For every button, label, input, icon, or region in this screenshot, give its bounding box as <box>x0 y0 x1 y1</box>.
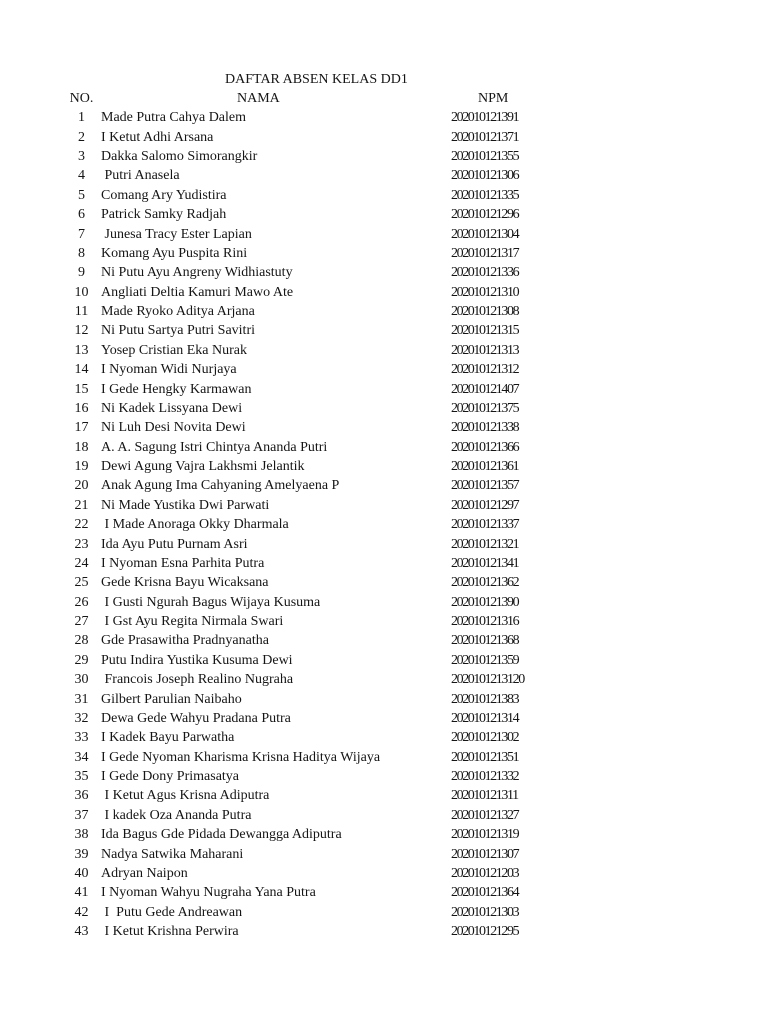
row-number: 20 <box>74 478 89 494</box>
table-row <box>0 263 768 282</box>
student-npm: 202010121297 <box>451 497 519 513</box>
row-number: 18 <box>74 439 89 455</box>
student-npm: 202010121407 <box>451 381 519 397</box>
row-number: 23 <box>74 536 89 552</box>
table-row <box>0 186 768 205</box>
student-npm: 202010121317 <box>451 245 519 261</box>
table-row <box>0 806 768 825</box>
row-number: 6 <box>78 207 85 223</box>
student-name: Nadya Satwika Maharani <box>101 846 244 862</box>
row-number: 2 <box>78 129 85 145</box>
student-npm: 202010121313 <box>451 342 519 358</box>
table-row <box>0 166 768 185</box>
row-number: 35 <box>74 769 89 785</box>
row-number: 5 <box>78 187 85 203</box>
table-row <box>0 883 768 902</box>
student-npm: 202010121371 <box>451 129 519 145</box>
document-title-row <box>0 70 768 89</box>
student-npm: 202010121351 <box>451 749 519 765</box>
row-number: 4 <box>78 168 85 184</box>
student-npm: 202010121368 <box>451 633 519 649</box>
row-number: 29 <box>74 652 89 668</box>
attendance-table <box>0 70 768 942</box>
student-name: Junesa Tracy Ester Lapian <box>101 226 252 242</box>
student-npm: 202010121357 <box>451 478 519 494</box>
student-name: Angliati Deltia Kamuri Mawo Ate <box>101 284 294 300</box>
student-npm: 202010121302 <box>451 730 519 746</box>
student-name: I Putu Gede Andreawan <box>101 904 243 920</box>
table-row <box>0 903 768 922</box>
row-number: 39 <box>74 846 89 862</box>
student-name: I Ketut Agus Krisna Adiputra <box>101 788 270 804</box>
student-name: I Gede Hengky Karmawan <box>101 381 252 397</box>
student-name: Made Putra Cahya Dalem <box>101 110 247 126</box>
student-name: Yosep Cristian Eka Nurak <box>101 342 247 358</box>
student-npm: 202010121336 <box>451 265 519 281</box>
table-row <box>0 573 768 592</box>
header-no: NO. <box>69 90 94 106</box>
table-row <box>0 670 768 689</box>
student-npm: 202010121295 <box>451 924 519 940</box>
student-npm: 202010121308 <box>451 304 519 320</box>
student-name: Ni Putu Sartya Putri Savitri <box>101 323 255 339</box>
row-number: 37 <box>74 807 89 823</box>
student-name: I Nyoman Wahyu Nugraha Yana Putra <box>101 885 316 901</box>
student-npm: 202010121359 <box>451 652 519 668</box>
student-name: I kadek Oza Ananda Putra <box>101 807 252 823</box>
student-name: Ni Luh Desi Novita Dewi <box>101 420 246 436</box>
student-npm: 202010121296 <box>451 207 519 223</box>
student-name: I Gusti Ngurah Bagus Wijaya Kusuma <box>101 594 321 610</box>
student-name: I Kadek Bayu Parwatha <box>101 730 235 746</box>
student-name: Gede Krisna Bayu Wicaksana <box>101 575 269 591</box>
row-number: 30 <box>74 672 89 688</box>
row-number: 19 <box>74 459 89 475</box>
table-row <box>0 554 768 573</box>
student-npm: 202010121316 <box>451 614 519 630</box>
student-npm: 202010121332 <box>451 769 519 785</box>
student-name: Comang Ary Yudistira <box>101 187 227 203</box>
student-npm: 202010121366 <box>451 439 519 455</box>
header-name: NAMA <box>237 90 280 106</box>
student-npm: 202010121338 <box>451 420 519 436</box>
table-row <box>0 360 768 379</box>
table-header-row <box>0 89 768 108</box>
row-number: 38 <box>74 827 89 843</box>
student-npm: 202010121312 <box>451 362 519 378</box>
student-npm: 202010121314 <box>451 710 519 726</box>
student-npm: 202010121321 <box>451 536 519 552</box>
student-npm: 202010121304 <box>451 226 519 242</box>
student-name: Adryan Naipon <box>101 865 188 881</box>
table-row <box>0 728 768 747</box>
student-name: Putri Anasela <box>101 168 180 184</box>
table-row <box>0 128 768 147</box>
table-row <box>0 321 768 340</box>
row-number: 14 <box>74 362 89 378</box>
student-name: Made Ryoko Aditya Arjana <box>101 304 255 320</box>
row-number: 24 <box>74 555 89 571</box>
row-number: 11 <box>74 304 89 320</box>
table-row <box>0 205 768 224</box>
student-npm: 202010121311 <box>451 788 518 804</box>
student-npm: 202010121390 <box>451 594 519 610</box>
student-npm: 202010121303 <box>451 904 519 920</box>
student-name: Ida Ayu Putu Purnam Asri <box>101 536 248 552</box>
table-row <box>0 380 768 399</box>
student-name: Francois Joseph Realino Nugraha <box>101 672 294 688</box>
table-row <box>0 845 768 864</box>
table-row <box>0 767 768 786</box>
student-npm: 202010121361 <box>451 459 519 475</box>
row-number: 9 <box>78 265 85 281</box>
student-npm: 202010121307 <box>451 846 519 862</box>
student-name: Ni Kadek Lissyana Dewi <box>101 400 243 416</box>
student-name: I Ketut Adhi Arsana <box>101 129 214 145</box>
table-row <box>0 864 768 883</box>
row-number: 22 <box>74 517 89 533</box>
table-row <box>0 825 768 844</box>
table-row <box>0 476 768 495</box>
row-number: 12 <box>74 323 89 339</box>
table-row <box>0 147 768 166</box>
row-number: 31 <box>74 691 89 707</box>
table-row <box>0 457 768 476</box>
table-row <box>0 593 768 612</box>
row-number: 36 <box>74 788 89 804</box>
row-number: 3 <box>78 149 85 165</box>
table-row <box>0 283 768 302</box>
table-row <box>0 244 768 263</box>
table-row <box>0 748 768 767</box>
table-row <box>0 631 768 650</box>
table-row <box>0 399 768 418</box>
row-number: 17 <box>74 420 89 436</box>
row-number: 32 <box>74 710 89 726</box>
table-row <box>0 612 768 631</box>
table-row <box>0 786 768 805</box>
row-number: 42 <box>74 904 89 920</box>
row-number: 33 <box>74 730 89 746</box>
table-row <box>0 341 768 360</box>
student-npm: 202010121341 <box>451 555 519 571</box>
student-npm: 202010121335 <box>451 187 519 203</box>
table-row <box>0 438 768 457</box>
row-number: 34 <box>74 749 89 765</box>
row-number: 27 <box>74 614 89 630</box>
row-number: 7 <box>78 226 85 242</box>
header-npm: NPM <box>478 90 509 106</box>
document-title: DAFTAR ABSEN KELAS DD1 <box>225 71 408 87</box>
student-name: Dewa Gede Wahyu Pradana Putra <box>101 710 291 726</box>
student-name: I Gede Dony Primasatya <box>101 769 240 785</box>
table-row <box>0 690 768 709</box>
row-number: 15 <box>74 381 89 397</box>
student-name: Komang Ayu Puspita Rini <box>101 245 248 261</box>
student-name: Anak Agung Ima Cahyaning Amelyaena P <box>101 478 340 494</box>
student-npm: 202010121306 <box>451 168 519 184</box>
student-npm: 202010121337 <box>451 517 519 533</box>
student-npm: 202010121315 <box>451 323 519 339</box>
student-name: I Nyoman Esna Parhita Putra <box>101 555 265 571</box>
student-npm: 202010121362 <box>451 575 519 591</box>
student-name: Gde Prasawitha Pradnyanatha <box>101 633 269 649</box>
table-row <box>0 535 768 554</box>
student-name: I Made Anoraga Okky Dharmala <box>101 517 289 533</box>
student-npm: 202010121327 <box>451 807 519 823</box>
row-number: 40 <box>74 865 89 881</box>
table-row <box>0 302 768 321</box>
row-number: 41 <box>74 885 89 901</box>
student-npm: 202010121364 <box>451 885 519 901</box>
student-name: I Gst Ayu Regita Nirmala Swari <box>101 614 284 630</box>
row-number: 43 <box>74 924 89 940</box>
row-number: 25 <box>74 575 89 591</box>
table-row <box>0 108 768 127</box>
student-npm: 202010121383 <box>451 691 519 707</box>
table-row <box>0 418 768 437</box>
student-name: Dakka Salomo Simorangkir <box>101 149 258 165</box>
student-npm: 202010121375 <box>451 400 519 416</box>
student-name: Putu Indira Yustika Kusuma Dewi <box>101 652 293 668</box>
table-row <box>0 922 768 941</box>
student-npm: 202010121310 <box>451 284 519 300</box>
table-row <box>0 515 768 534</box>
student-npm: 202010121203 <box>451 865 519 881</box>
row-number: 16 <box>74 400 89 416</box>
row-number: 10 <box>74 284 89 300</box>
student-name: Ni Made Yustika Dwi Parwati <box>101 497 270 513</box>
student-npm: 202010121355 <box>451 149 519 165</box>
student-name: Gilbert Parulian Naibaho <box>101 691 242 707</box>
student-name: Ida Bagus Gde Pidada Dewangga Adiputra <box>101 827 342 843</box>
student-name: Dewi Agung Vajra Lakhsmi Jelantik <box>101 459 305 475</box>
student-name: I Gede Nyoman Kharisma Krisna Haditya Wijaya <box>101 749 381 765</box>
student-name: Patrick Samky Radjah <box>101 207 227 223</box>
student-name: Ni Putu Ayu Angreny Widhiastuty <box>101 265 293 281</box>
row-number: 28 <box>74 633 89 649</box>
table-row <box>0 496 768 515</box>
student-name: I Nyoman Widi Nurjaya <box>101 362 237 378</box>
row-number: 26 <box>74 594 89 610</box>
student-npm: 2020101213120 <box>451 672 524 688</box>
row-number: 1 <box>78 110 85 126</box>
row-number: 13 <box>74 342 89 358</box>
student-npm: 202010121391 <box>451 110 519 126</box>
row-number: 21 <box>74 497 89 513</box>
student-name: A. A. Sagung Istri Chintya Ananda Putri <box>101 439 328 455</box>
student-npm: 202010121319 <box>451 827 519 843</box>
table-row <box>0 709 768 728</box>
row-number: 8 <box>78 245 85 261</box>
table-row <box>0 225 768 244</box>
table-row <box>0 651 768 670</box>
student-name: I Ketut Krishna Perwira <box>101 924 239 940</box>
